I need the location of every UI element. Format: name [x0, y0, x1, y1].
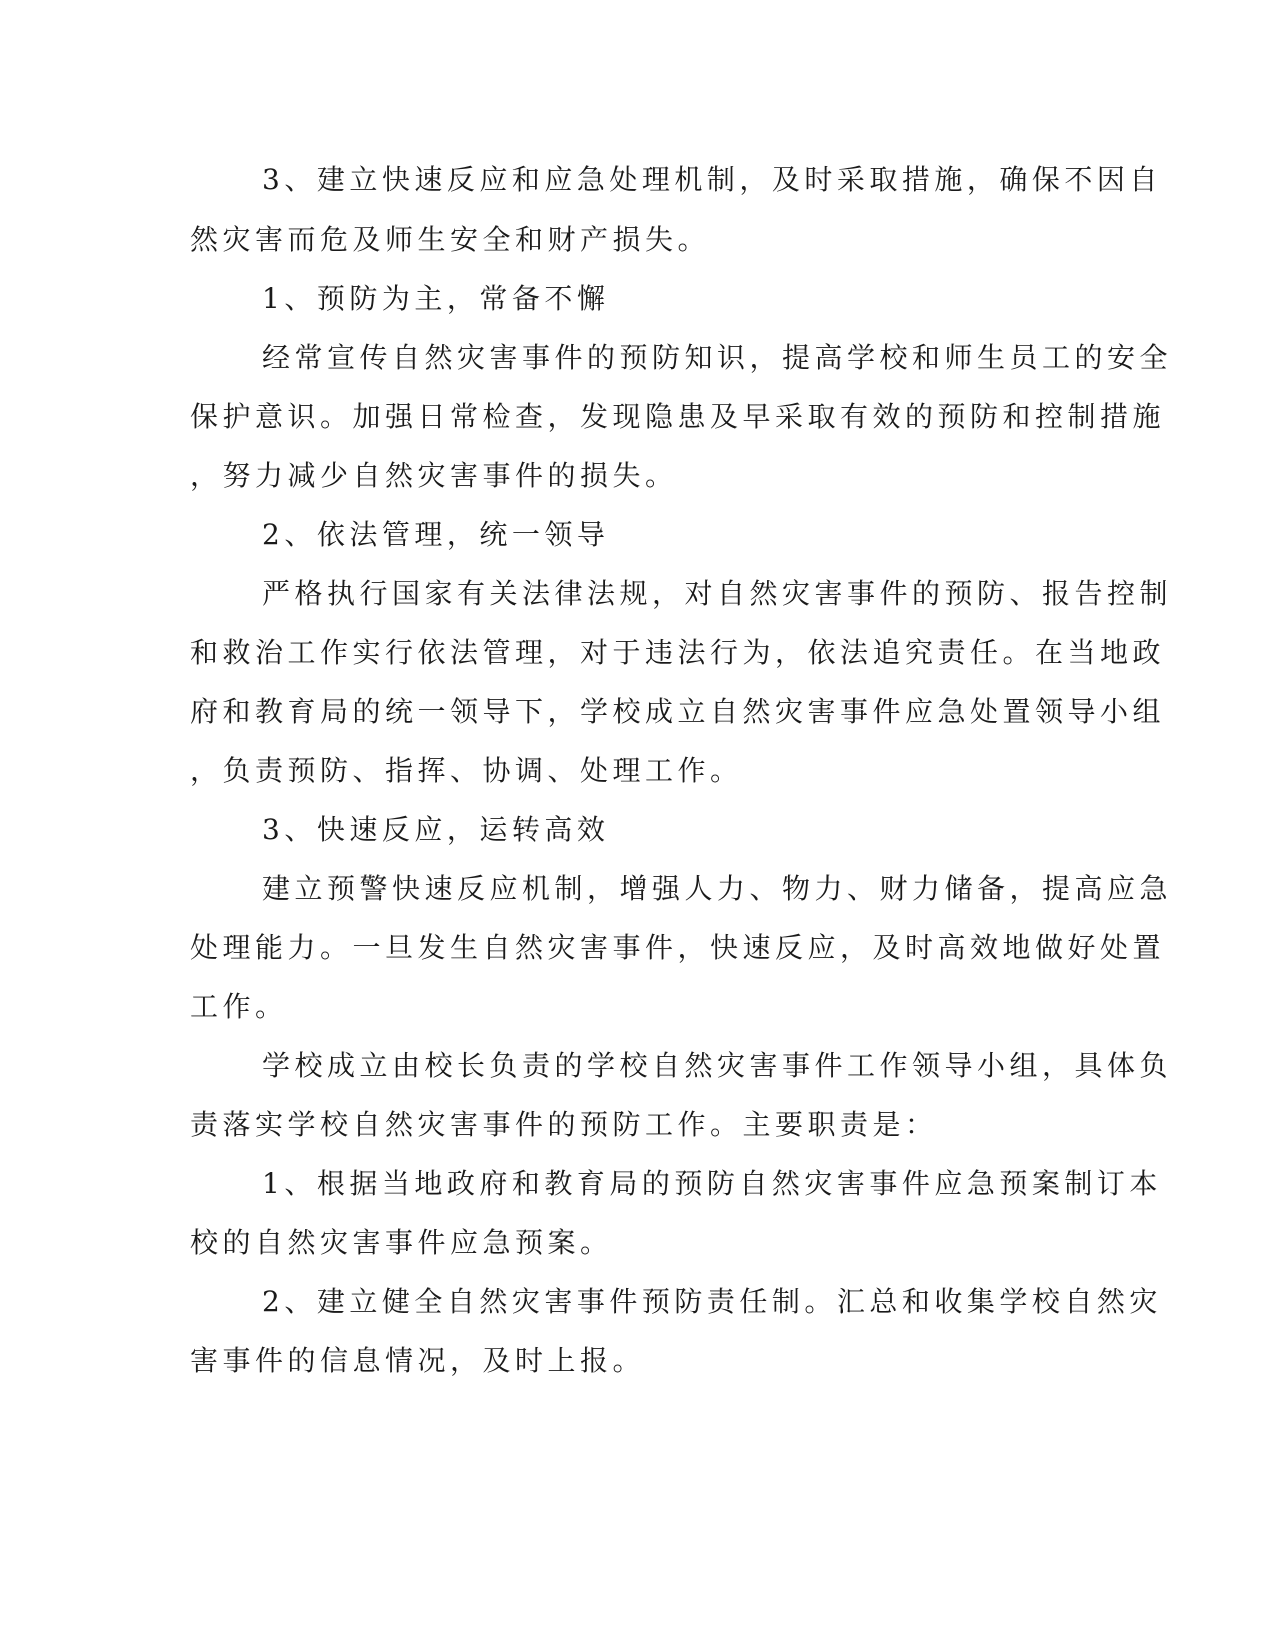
- text-line: 校的自然灾害事件应急预案。: [190, 1226, 613, 1259]
- text-line: 处理能力。一旦发生自然灾害事件，快速反应，及时高效地做好处置: [190, 931, 1166, 964]
- section-heading: 2、依法管理，统一领导: [262, 518, 610, 551]
- text-line: 建立预警快速反应机制，增强人力、物力、财力储备，提高应急: [262, 872, 1173, 905]
- text-line: 3、建立快速反应和应急处理机制，及时采取措施，确保不因自: [262, 163, 1162, 196]
- text-line: ，努力减少自然灾害事件的损失。: [190, 459, 678, 492]
- text-line: 1、根据当地政府和教育局的预防自然灾害事件应急预案制订本: [262, 1167, 1162, 1200]
- text-line: 工作。: [190, 990, 288, 1023]
- text-line: 严格执行国家有关法律法规，对自然灾害事件的预防、报告控制: [262, 577, 1173, 610]
- text-line: 2、建立健全自然灾害事件预防责任制。汇总和收集学校自然灾: [262, 1285, 1162, 1318]
- text-line: 学校成立由校长负责的学校自然灾害事件工作领导小组，具体负: [262, 1049, 1173, 1082]
- text-line: 和救治工作实行依法管理，对于违法行为，依法追究责任。在当地政: [190, 636, 1166, 669]
- section-heading: 1、预防为主，常备不懈: [262, 282, 610, 315]
- text-line: 责落实学校自然灾害事件的预防工作。主要职责是：: [190, 1108, 938, 1141]
- text-line: 保护意识。加强日常检查，发现隐患及早采取有效的预防和控制措施: [190, 400, 1166, 433]
- text-line: ，负责预防、指挥、协调、处理工作。: [190, 754, 743, 787]
- text-line: 害事件的信息情况，及时上报。: [190, 1344, 646, 1377]
- section-heading: 3、快速反应，运转高效: [262, 813, 610, 846]
- text-line: 经常宣传自然灾害事件的预防知识，提高学校和师生员工的安全: [262, 341, 1173, 374]
- text-line: 府和教育局的统一领导下，学校成立自然灾害事件应急处置领导小组: [190, 695, 1166, 728]
- text-line: 然灾害而危及师生安全和财产损失。: [190, 223, 711, 256]
